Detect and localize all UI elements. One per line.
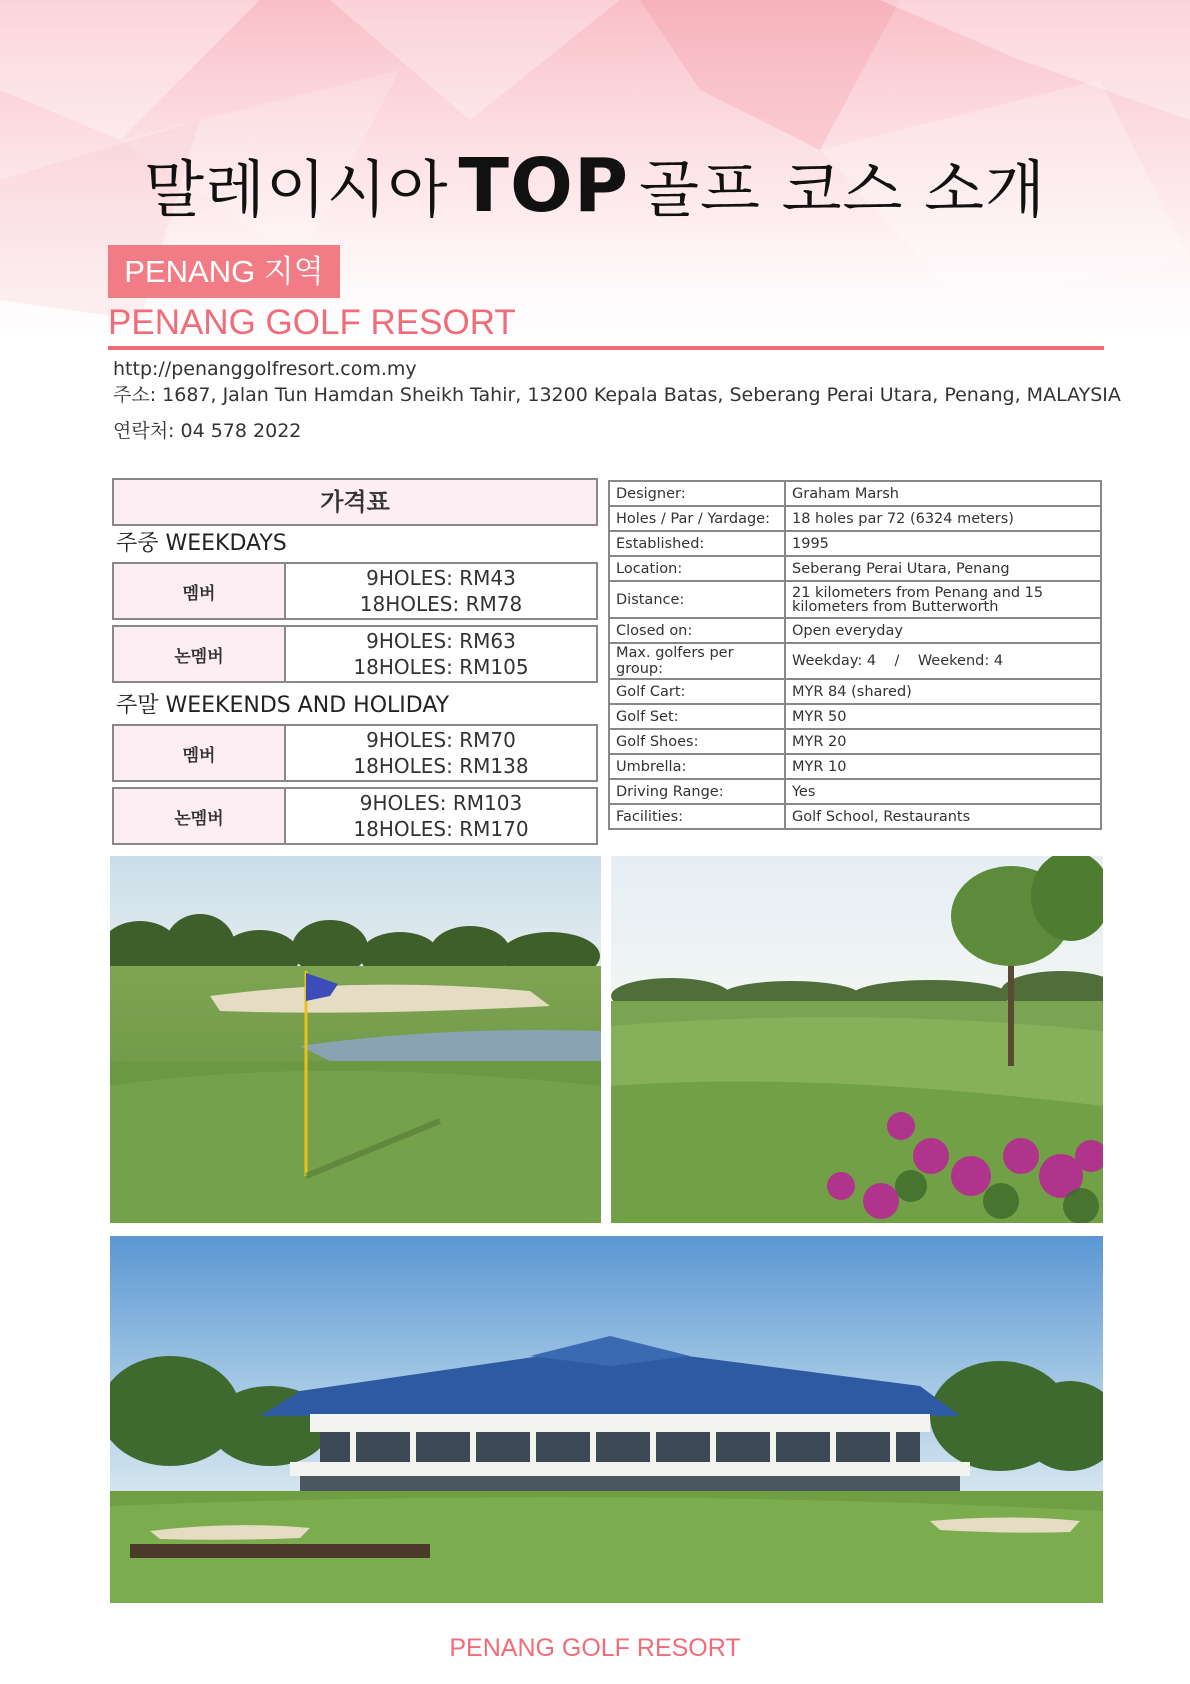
price-row	[112, 787, 598, 845]
table-row	[609, 754, 1101, 779]
table-row	[609, 506, 1101, 531]
price-9holes: 9HOLES: RM103	[359, 791, 523, 815]
detail-key: Golf Set:	[609, 704, 785, 729]
detail-key: Max. golfers per group:	[609, 643, 785, 679]
detail-value: Graham Marsh	[785, 481, 1101, 506]
price-table	[112, 478, 598, 850]
detail-value: 21 kilometers from Penang and 15 kilometers from Butterworth	[785, 581, 1101, 618]
price-values	[286, 564, 596, 618]
detail-key: Location:	[609, 556, 785, 581]
table-row	[609, 481, 1101, 506]
price-kind: 멤버	[114, 564, 286, 618]
website-url[interactable]: http://penanggolfresort.com.my	[113, 358, 417, 380]
address: 주소: 1687, Jalan Tun Hamdan Sheikh Tahir, 13200 Kepala Batas, Seberang Perai Utara, Penang, MALAYSIA	[113, 384, 1121, 406]
detail-key: Closed on:	[609, 618, 785, 643]
table-row	[609, 618, 1101, 643]
detail-key: Golf Cart:	[609, 679, 785, 704]
table-row	[609, 531, 1101, 556]
price-values	[286, 789, 596, 843]
price-kind: 논멤버	[114, 789, 286, 843]
detail-value: MYR 84 (shared)	[785, 679, 1101, 704]
detail-value: 18 holes par 72 (6324 meters)	[785, 506, 1101, 531]
photo-fairway-flowers	[611, 856, 1103, 1223]
price-18holes: 18HOLES: RM105	[353, 655, 529, 679]
table-row	[609, 643, 1101, 679]
table-row	[609, 581, 1101, 618]
detail-value: Yes	[785, 779, 1101, 804]
table-row	[609, 704, 1101, 729]
price-9holes: 9HOLES: RM43	[366, 566, 516, 590]
price-18holes: 18HOLES: RM138	[353, 754, 529, 778]
price-18holes: 18HOLES: RM170	[353, 817, 529, 841]
divider	[108, 346, 1104, 350]
footer-resort-name: PENANG GOLF RESORT	[449, 1634, 741, 1662]
price-values	[286, 726, 596, 780]
phone: 연락처: 04 578 2022	[113, 420, 302, 442]
table-row	[609, 729, 1101, 754]
detail-key: Driving Range:	[609, 779, 785, 804]
page-title	[0, 140, 1190, 229]
detail-key: Distance:	[609, 581, 785, 618]
price-table-title: 가격표	[112, 478, 598, 526]
detail-value: Weekday: 4 / Weekend: 4	[785, 643, 1101, 679]
detail-key: Facilities:	[609, 804, 785, 829]
detail-key: Designer:	[609, 481, 785, 506]
weekdays-label: 주중 WEEKDAYS	[116, 531, 287, 556]
detail-value: Golf School, Restaurants	[785, 804, 1101, 829]
photo-clubhouse	[110, 1236, 1103, 1603]
detail-value: MYR 50	[785, 704, 1101, 729]
price-kind: 논멤버	[114, 627, 286, 681]
region-badge: PENANG 지역	[108, 245, 340, 298]
price-row	[112, 724, 598, 782]
price-values	[286, 627, 596, 681]
title-top: TOP	[458, 143, 630, 229]
detail-value: 1995	[785, 531, 1101, 556]
table-row	[609, 779, 1101, 804]
detail-key: Established:	[609, 531, 785, 556]
table-row	[609, 679, 1101, 704]
price-9holes: 9HOLES: RM63	[366, 629, 516, 653]
table-row	[609, 556, 1101, 581]
price-kind: 멤버	[114, 726, 286, 780]
price-row	[112, 625, 598, 683]
detail-value: Open everyday	[785, 618, 1101, 643]
detail-key: Golf Shoes:	[609, 729, 785, 754]
resort-name: PENANG GOLF RESORT	[108, 303, 516, 342]
price-18holes: 18HOLES: RM78	[359, 592, 523, 616]
price-9holes: 9HOLES: RM70	[366, 728, 516, 752]
photo-green-flag	[110, 856, 601, 1223]
price-row	[112, 562, 598, 620]
course-details-table	[608, 480, 1102, 830]
detail-value: MYR 20	[785, 729, 1101, 754]
detail-value: Seberang Perai Utara, Penang	[785, 556, 1101, 581]
title-suffix: 골프 코스 소개	[639, 153, 1046, 226]
detail-key: Holes / Par / Yardage:	[609, 506, 785, 531]
detail-key: Umbrella:	[609, 754, 785, 779]
table-row	[609, 804, 1101, 829]
detail-value: MYR 10	[785, 754, 1101, 779]
weekends-label: 주말 WEEKENDS AND HOLIDAY	[116, 693, 450, 718]
title-prefix: 말레이시아	[144, 153, 449, 226]
